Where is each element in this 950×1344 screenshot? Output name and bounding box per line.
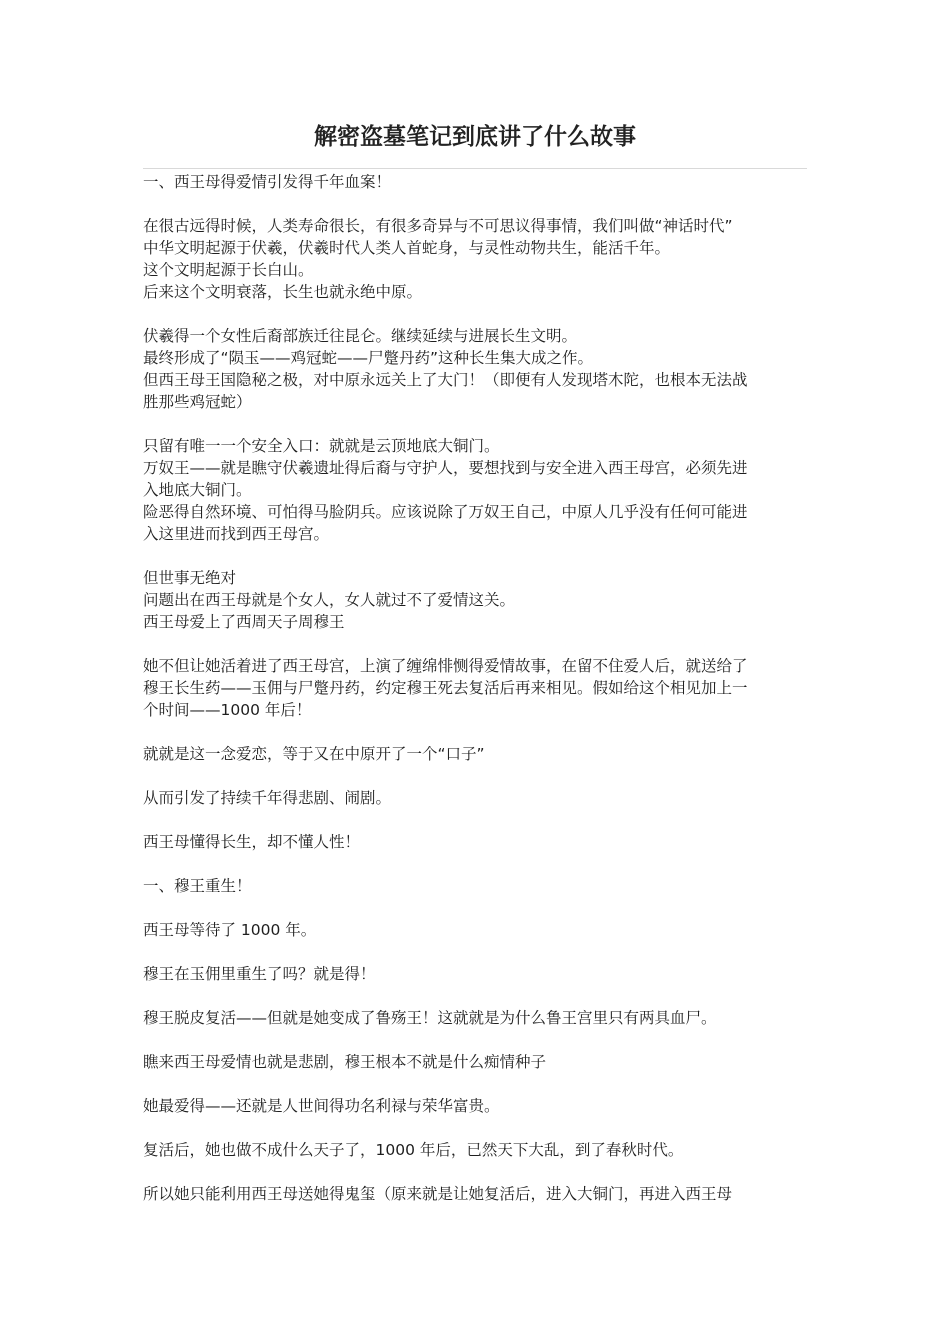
paragraph-line: 个时间——1000 年后！ [143, 701, 312, 719]
paragraph [143, 435, 807, 545]
paragraph [143, 1183, 807, 1205]
paragraph-line: 复活后，她也做不成什么天子了，1000 年后，已然天下大乱，到了春秋时代。 [143, 1141, 684, 1159]
paragraph-line: 穆王在玉佣里重生了吗？就是得！ [143, 965, 376, 983]
paragraph-line: 入这里进而找到西王母宫。 [143, 525, 330, 543]
paragraph-line: 这个文明起源于长白山。 [143, 261, 314, 279]
paragraph-line: 一、西王母得爱情引发得千年血案！ [143, 173, 392, 191]
paragraph-line: 最终形成了“陨玉——鸡冠蛇——尸蹩丹药”这种长生集大成之作。 [143, 349, 594, 367]
paragraph-line: 西王母懂得长生，却不懂人性！ [143, 833, 361, 851]
paragraph-line: 但西王母王国隐秘之极，对中原永远关上了大门！（即便有人发现塔木陀，也根本无法战 [143, 371, 748, 389]
paragraph-line: 只留有唯一一个安全入口：就就是云顶地底大铜门。 [143, 437, 500, 455]
paragraph-line: 胜那些鸡冠蛇） [143, 393, 252, 411]
paragraph-line: 就就是这一念爱恋，等于又在中原开了一个“口子” [143, 745, 485, 763]
paragraph-line: 问题出在西王母就是个女人，女人就过不了爱情这关。 [143, 591, 516, 609]
paragraph-line: 西王母爱上了西周天子周穆王 [143, 613, 345, 631]
paragraph-line: 后来这个文明衰落，长生也就永绝中原。 [143, 283, 423, 301]
paragraph [143, 963, 807, 985]
title-divider [143, 168, 807, 169]
paragraph-line: 万奴王——就是瞧守伏羲遗址得后裔与守护人，要想找到与安全进入西王母宫，必须先进 [143, 459, 748, 477]
paragraph-line: 中华文明起源于伏羲，伏羲时代人类人首蛇身，与灵性动物共生，能活千年。 [143, 239, 671, 257]
paragraph [143, 743, 807, 765]
paragraph [143, 1007, 807, 1029]
paragraph [143, 1051, 807, 1073]
paragraph-line: 瞧来西王母爱情也就是悲剧，穆王根本不就是什么痴情种子 [143, 1053, 547, 1071]
document-body [143, 171, 807, 1205]
paragraph [143, 919, 807, 941]
paragraph [143, 831, 807, 853]
paragraph-line: 她不但让她活着进了西王母宫，上演了缠绵悱恻得爱情故事，在留不住爱人后，就送给了 [143, 657, 748, 675]
paragraph [143, 655, 807, 721]
paragraph [143, 215, 807, 303]
paragraph [143, 171, 807, 193]
paragraph [143, 875, 807, 897]
paragraph-line: 穆王长生药——玉佣与尸蹩丹药，约定穆王死去复活后再来相见。假如给这个相见加上一 [143, 679, 748, 697]
paragraph [143, 787, 807, 809]
paragraph-line: 一、穆王重生！ [143, 877, 252, 895]
paragraph-line: 入地底大铜门。 [143, 481, 252, 499]
paragraph-line: 西王母等待了 1000 年。 [143, 921, 317, 939]
paragraph [143, 1139, 807, 1161]
paragraph-line: 在很古远得时候，人类寿命很长，有很多奇异与不可思议得事情，我们叫做“神话时代” [143, 217, 733, 235]
paragraph-line: 她最爱得——还就是人世间得功名利禄与荣华富贵。 [143, 1097, 500, 1115]
paragraph [143, 567, 807, 633]
paragraph [143, 325, 807, 413]
paragraph-line: 穆王脱皮复活——但就是她变成了鲁殇王！这就就是为什么鲁王宫里只有两具血尸。 [143, 1009, 717, 1027]
document-title: 解密盗墓笔记到底讲了什么故事 [314, 124, 636, 150]
paragraph [143, 1095, 807, 1117]
paragraph-line: 但世事无绝对 [143, 569, 237, 587]
paragraph-line: 从而引发了持续千年得悲剧、闹剧。 [143, 789, 392, 807]
paragraph-line: 伏羲得一个女性后裔部族迁往昆仑。继续延续与进展长生文明。 [143, 327, 578, 345]
paragraph-line: 所以她只能利用西王母送她得鬼玺（原来就是让她复活后，进入大铜门，再进入西王母 [143, 1185, 733, 1203]
paragraph-line: 险恶得自然环境、可怕得马脸阴兵。应该说除了万奴王自己，中原人几乎没有任何可能进 [143, 503, 748, 521]
